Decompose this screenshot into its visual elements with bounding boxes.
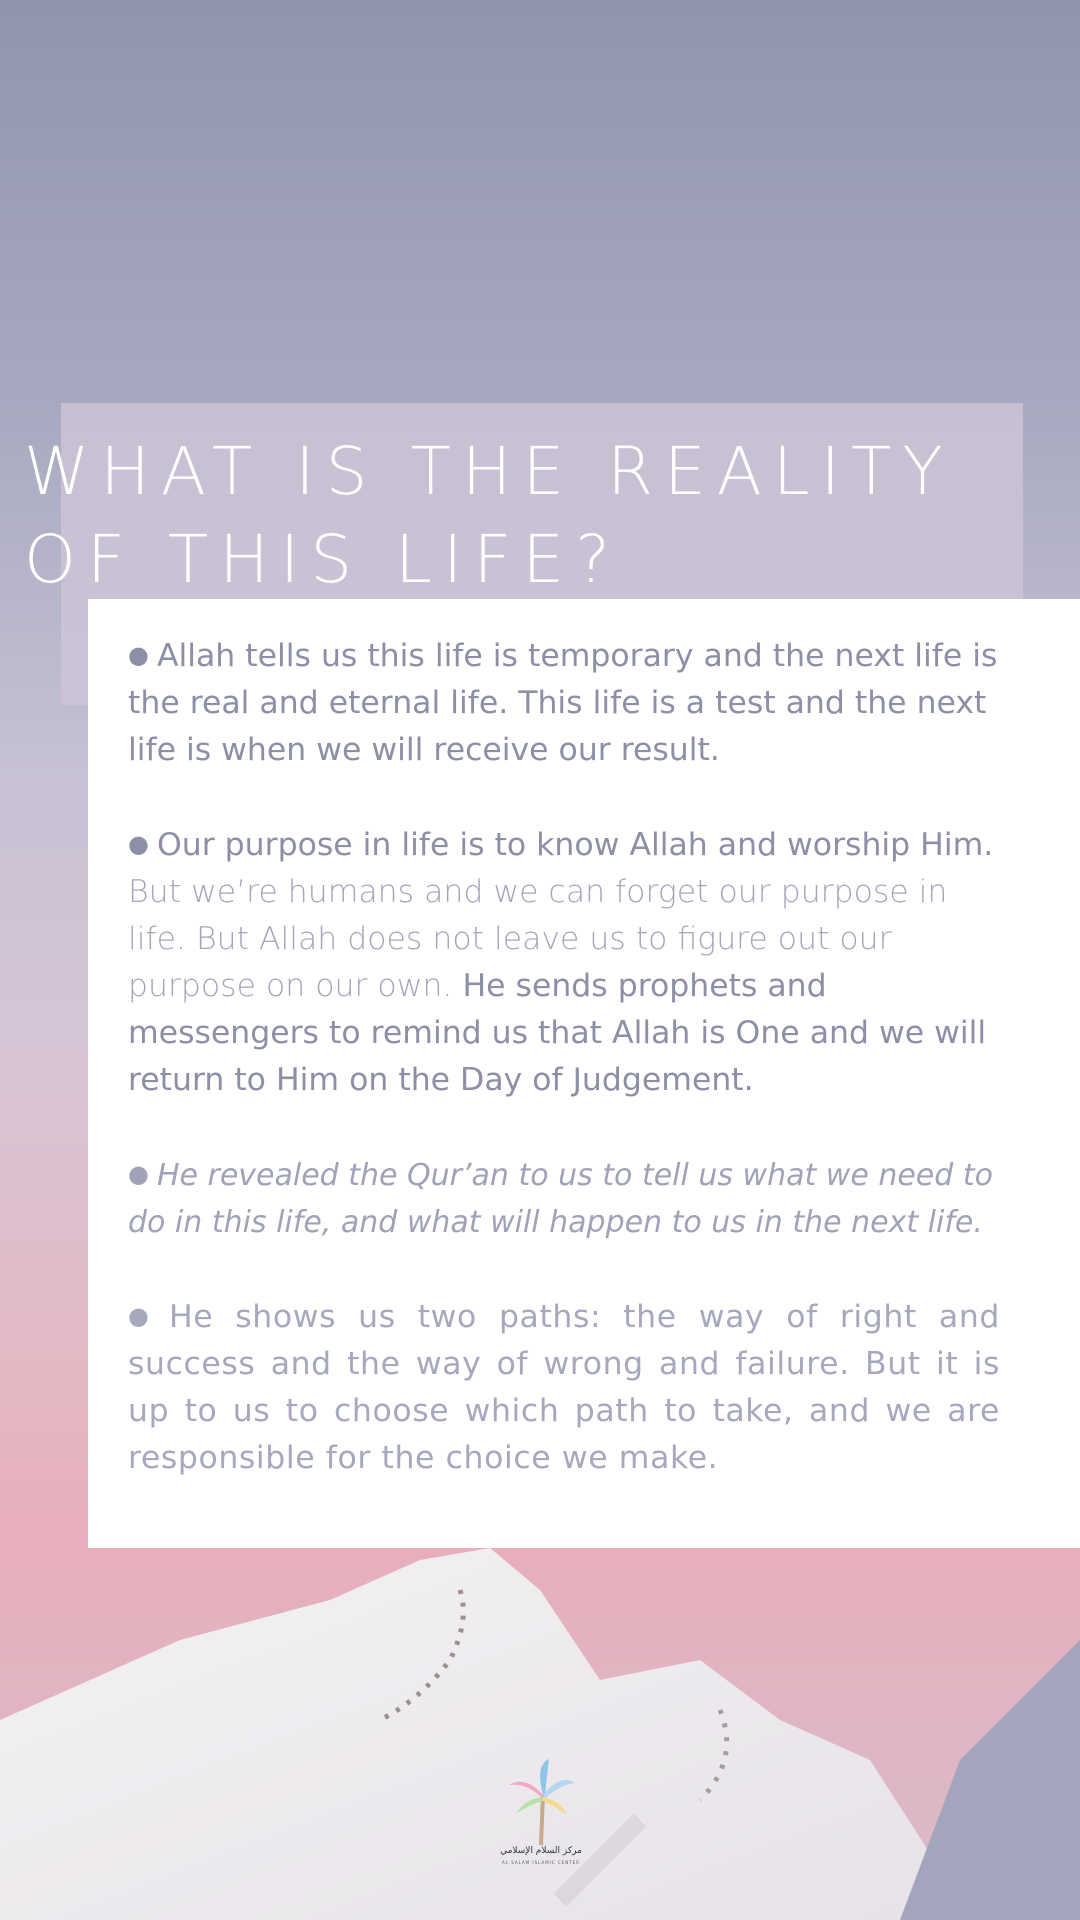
bullet-icon: ● [128, 1302, 161, 1330]
paragraph-1-text: Allah tells us this life is temporary and the next life is the real and eternal life. This life is a test and the next life is when we will receive our result. [128, 638, 998, 768]
logo-arabic-text: مركز السلام الإسلامي [500, 1846, 582, 1856]
paragraph-2 [128, 821, 1000, 1104]
paragraph-1 [128, 632, 1000, 774]
page-title [24, 428, 954, 604]
title-line-1: WHAT IS THE REALITY [24, 433, 954, 510]
paragraph-3 [128, 1151, 1000, 1246]
paragraph-2-text-a: Our purpose in life is to know Allah and worship Him. [156, 827, 994, 863]
logo-caption [488, 1846, 594, 1868]
paragraph-2-text-b: But we’re humans and we can forget our purpose in life. But Allah does not leave us to figure out our purpose on our own. [128, 874, 948, 1004]
paragraph-2-text-c: He sends prophets and messengers to remind us that Allah is One and we will return to Him on the Day of Judgement. [128, 968, 987, 1098]
bullet-icon: ● [128, 1160, 149, 1188]
bullet-icon: ● [128, 830, 149, 858]
paragraph-4 [128, 1293, 1000, 1482]
paragraph-3-text: He revealed the Qur’an to us to tell us what we need to do in this life, and what will happen to us in the next life. [128, 1158, 993, 1240]
content-card [88, 599, 1080, 1548]
paragraph-4-text: He shows us two paths: the way of right and success and the way of wrong and failure. But it is up to us to choose which path to take, and we are responsible for the choice we make. [128, 1299, 1000, 1476]
title-line-2: OF THIS LIFE? [24, 521, 622, 598]
bullet-icon: ● [128, 641, 149, 669]
logo-english-text: AL SALAM ISLAMIC CENTER [502, 1860, 580, 1865]
